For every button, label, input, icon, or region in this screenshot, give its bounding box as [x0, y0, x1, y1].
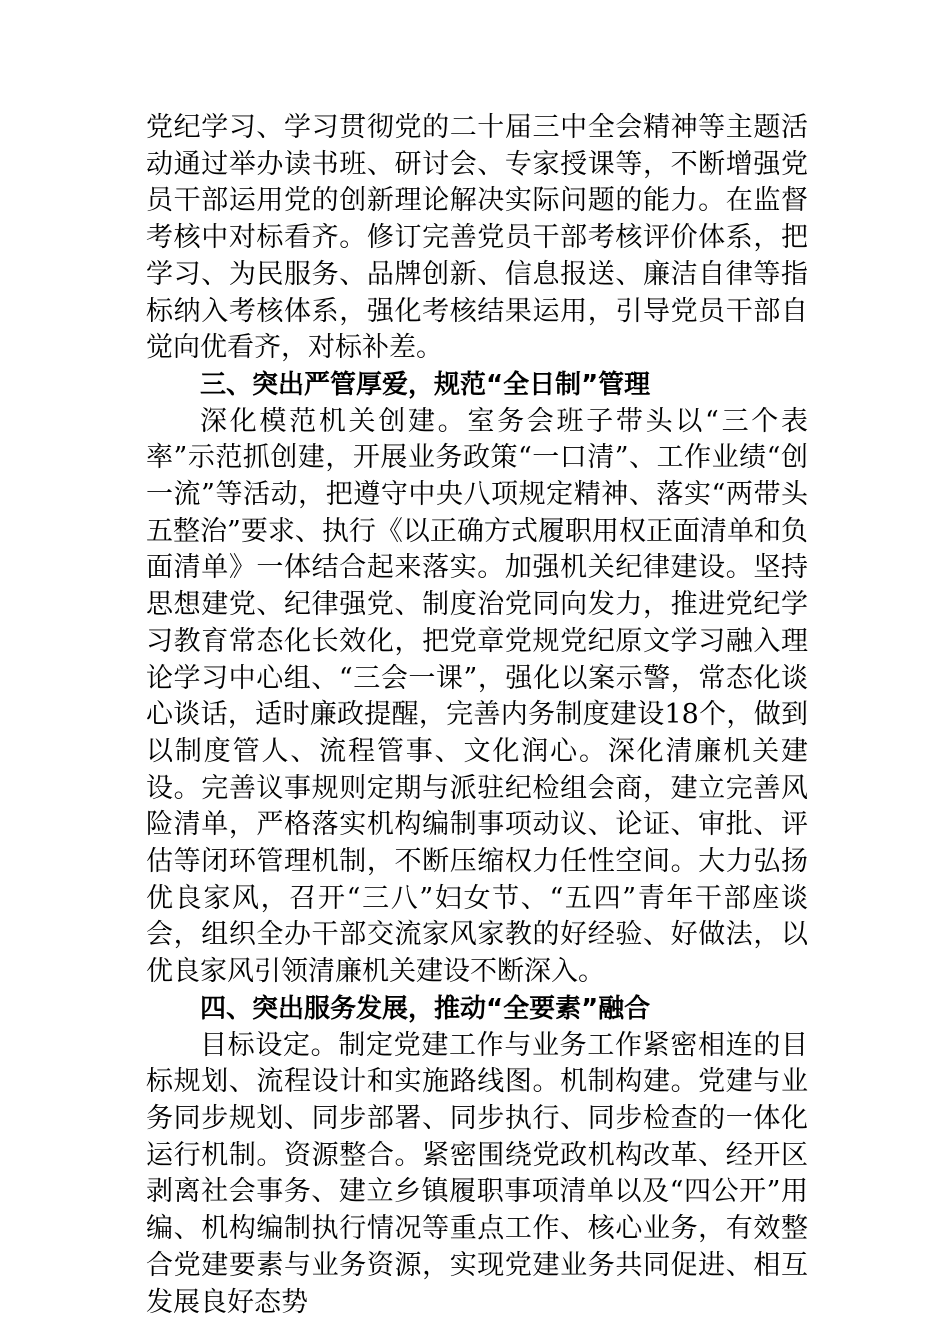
body-paragraph-2: 深化模范机关创建。室务会班子带头以“三个表率”示范抓创建，开展业务政策“一口清”、工作业绩“创一流”等活动，把遵守中央八项规定精神、落实“两带头五整治”要求、执行《以正确方式履职用权正面清单和负面清单》一体结合起来落实。加强机关纪律建设。坚持思想建党、纪律强党、制度治党同向发力，推进党纪学习教育常态化长效化，把党章党规党纪原文学习融入理论学习中心组、“三会一课”，强化以案示警，常态化谈心谈话，适时廉政提醒，完善内务制度建设18个，做到以制度管人、流程管事、文化润心。深化清廉机关建设。完善议事规则定期与派驻纪检组会商，建立完善风险清单，严格落实机构编制事项动议、论证、审批、评估等闭环管理机制，不断压缩权力任性空间。大力弘扬优良家风，召开“三八”妇女节、“五四”青年干部座谈会，组织全办干部交流家风家教的好经验、好做法，以优良家风引领清廉机关建设不断深入。 — [146, 405, 808, 988]
section-heading-4: 四、突出服务发展，推动“全要素”融合 — [200, 993, 651, 1024]
body-paragraph-3: 目标设定。制定党建工作与业务工作紧密相连的目标规划、流程设计和实施路线图。机制构建。党建与业务同步规划、同步部署、同步执行、同步检查的一体化运行机制。资源整合。紧密围绕党政机构改革、经开区剥离社会事务、建立乡镇履职事项清单以及“四公开”用编、机构编制执行情况等重点工作、核心业务，有效整合党建要素与业务资源，实现党建业务共同促进、相互发展良好态势 — [146, 1029, 808, 1318]
section-heading-3: 三、突出严管厚爱，规范“全日制”管理 — [200, 369, 651, 400]
document-page — [146, 110, 808, 1321]
body-paragraph-1: 党纪学习、学习贯彻党的二十届三中全会精神等主题活动通过举办读书班、研讨会、专家授课等，不断增强党员干部运用党的创新理论解决实际问题的能力。在监督考核中对标看齐。修订完善党员干部考核评价体系，把学习、为民服务、品牌创新、信息报送、廉洁自律等指标纳入考核体系，强化考核结果运用，引导党员干部自觉向优看齐，对标补差。 — [146, 112, 808, 364]
